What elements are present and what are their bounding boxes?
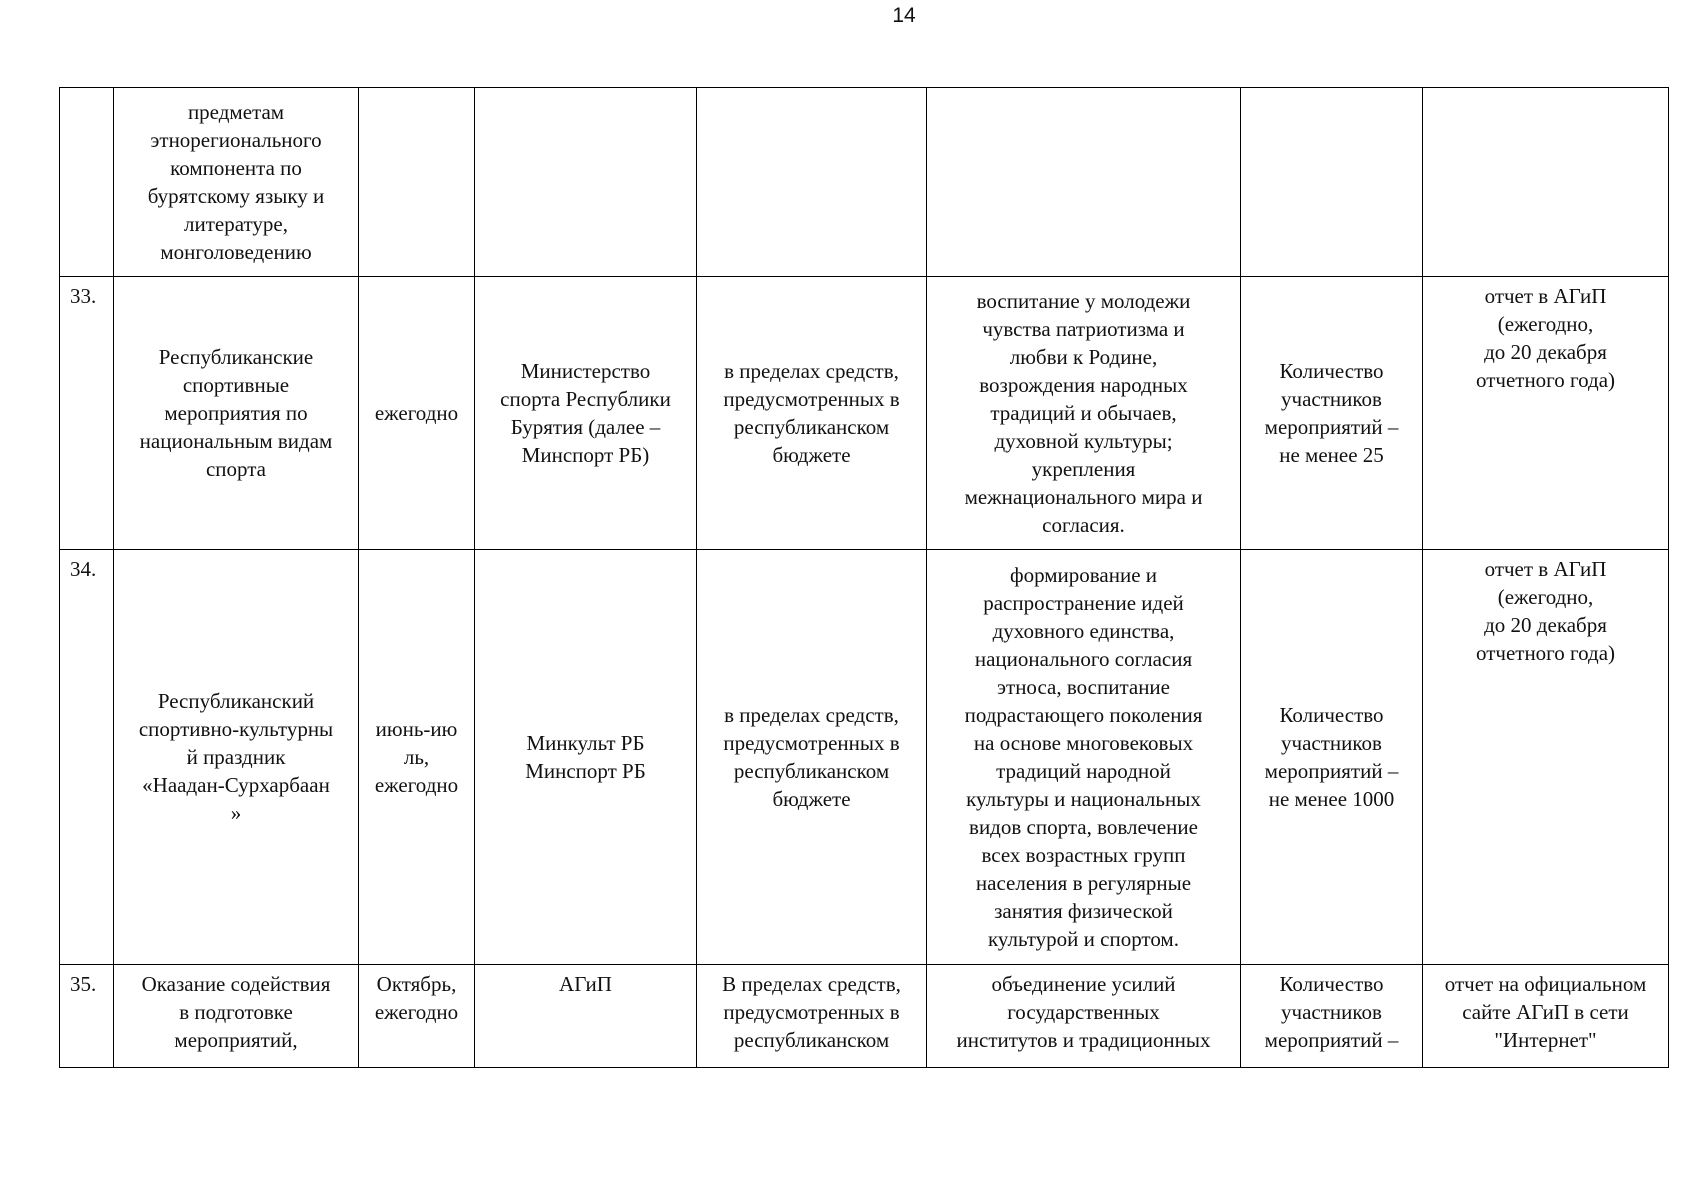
event-name: предметам этнорегионального компонента по бурятскому языку и литературе, монголоведению [147, 100, 325, 264]
event-name-cell [114, 550, 359, 965]
row-number-cell [60, 88, 114, 277]
event-name: Оказание содействия в подготовке мероприятий, [141, 972, 331, 1052]
row-number: 35. [70, 972, 97, 996]
report-cell [1423, 277, 1669, 550]
funding-cell [697, 550, 927, 965]
term: Октябрь, ежегодно [374, 972, 459, 1024]
row-number-cell [60, 965, 114, 1068]
goal-cell [927, 965, 1241, 1068]
indicator: Количество участников мероприятий – не менее 1000 [1264, 703, 1399, 811]
indicator: Количество участников мероприятий – [1264, 972, 1399, 1052]
executor: Минкульт РБ Минспорт РБ [525, 731, 646, 783]
indicator-cell [1241, 965, 1423, 1068]
indicator: Количество участников мероприятий – не менее 25 [1264, 359, 1399, 467]
term-cell [359, 965, 475, 1068]
goal-cell [927, 550, 1241, 965]
table-row [60, 88, 1669, 277]
funding-cell [697, 88, 927, 277]
term: ежегодно [374, 401, 459, 425]
executor: Министерство спорта Республики Бурятия (далее – Минспорт РБ) [500, 359, 671, 467]
goal-cell [927, 277, 1241, 550]
event-name: Республиканский спортивно-культурны й праздник «Наадан-Сурхарбаан » [138, 689, 334, 825]
funding-cell [697, 277, 927, 550]
report-cell [1423, 88, 1669, 277]
row-number-cell [60, 550, 114, 965]
term-cell [359, 277, 475, 550]
executor: АГиП [559, 972, 612, 996]
events-plan-table [59, 87, 1669, 1068]
goal: объединение усилий государственных институтов и традиционных [956, 972, 1211, 1052]
page-number: 14 [892, 4, 916, 27]
indicator-cell [1241, 88, 1423, 277]
table-row [60, 277, 1669, 550]
report-cell [1423, 965, 1669, 1068]
term-cell [359, 550, 475, 965]
funding: в пределах средств, предусмотренных в республиканском бюджете [723, 359, 900, 467]
event-name-cell [114, 277, 359, 550]
term-cell [359, 88, 475, 277]
event-name-cell [114, 965, 359, 1068]
goal: формирование и распространение идей духовного единства, национального согласия этноса, воспитание подрастающего поколения на основе многовековых традиций народной культуры и национальных видов спорта, вовлечение всех возрастных групп населения в регулярные занятия физической культурой и спортом. [964, 563, 1203, 951]
row-number-cell [60, 277, 114, 550]
report-cell [1423, 550, 1669, 965]
report: отчет в АГиП (ежегодно, до 20 декабря отчетного года) [1475, 557, 1616, 665]
term: июнь-ию ль, ежегодно [374, 717, 459, 797]
executor-cell [475, 965, 697, 1068]
row-number: 34. [70, 557, 97, 581]
row-number: 33. [70, 284, 97, 308]
executor-cell [475, 550, 697, 965]
executor-cell [475, 277, 697, 550]
funding-cell [697, 965, 927, 1068]
goal-cell [927, 88, 1241, 277]
indicator-cell [1241, 550, 1423, 965]
funding: В пределах средств, предусмотренных в республиканском [722, 972, 901, 1052]
table-row [60, 550, 1669, 965]
table-row [60, 965, 1669, 1068]
goal: воспитание у молодежи чувства патриотизма и любви к Родине, возрождения народных традиций и обычаев, духовной культуры; укрепления межнационального мира и согласия. [964, 289, 1203, 537]
report: отчет в АГиП (ежегодно, до 20 декабря отчетного года) [1475, 284, 1616, 392]
executor-cell [475, 88, 697, 277]
event-name-cell [114, 88, 359, 277]
funding: в пределах средств, предусмотренных в республиканском бюджете [723, 703, 900, 811]
event-name: Республиканские спортивные мероприятия по национальным видам спорта [139, 345, 333, 481]
report: отчет на официальном сайте АГиП в сети "Интернет" [1444, 972, 1647, 1052]
indicator-cell [1241, 277, 1423, 550]
